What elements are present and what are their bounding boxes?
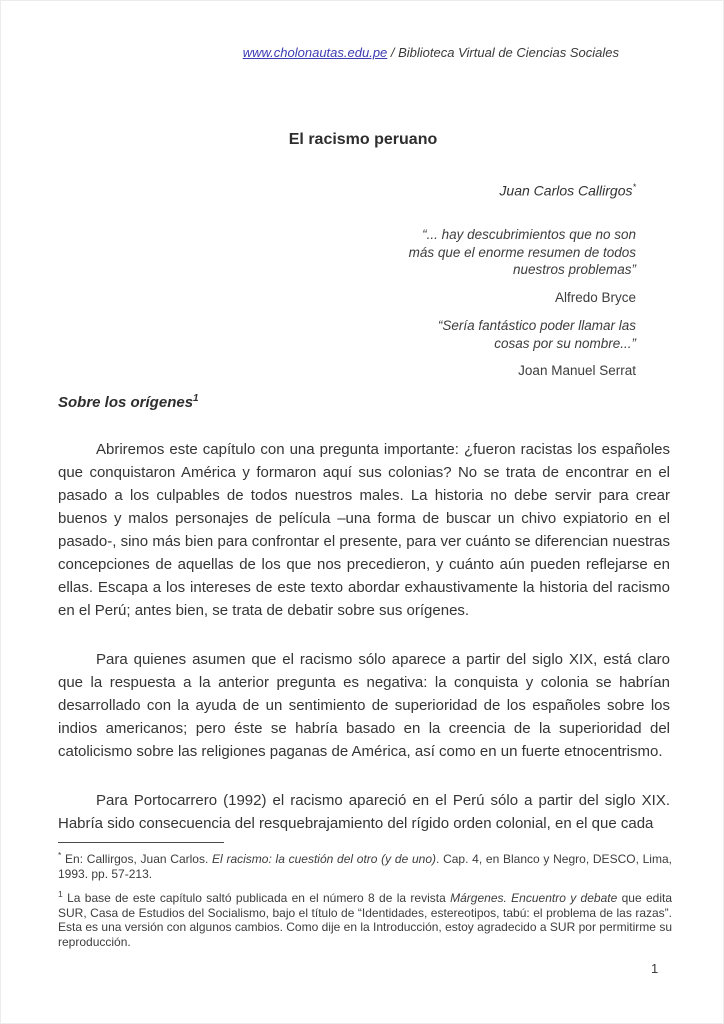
header-suffix: / Biblioteca Virtual de Ciencias Sociales: [387, 45, 619, 60]
author-name: Juan Carlos Callirgos: [499, 182, 633, 199]
header: [58, 45, 619, 60]
paragraph: Abriremos este capítulo con una pregunta importante: ¿fueron racistas los españoles que conquistaron América y formaron aquí sus colonias? No se trata de encontrar en el pasado a los culpables de todos nuestros males. La historia no debe servir para crear buenos y malos personajes de película –una forma de buscar un chivo expiatorio en el pasado-, sino más bien para confrontar el presente, para ver cuánto se diferencian nuestras concepciones de aquellas de los que nos precedieron, y cuánto aún pueden reflejarse en ellas. Escapa a los intereses de este texto abordar exhaustivamente la historia del racismo en el Perú; antes bien, se trata de debatir sobre sus orígenes.: [58, 441, 670, 619]
author: [499, 182, 636, 199]
epigraph-quote-line: nuestros problemas”: [512, 262, 636, 277]
epigraph-quote-line: cosas por su nombre...”: [494, 335, 636, 351]
page-title: El racismo peruano: [288, 131, 438, 148]
footnote-text: que edita SUR, Casa de Estudios del Socialismo, bajo el título de “Identidades, estereotipos, tabú: el problema de las razas”. Esta es una versión con algunos cambios. Como dije en la Introducción, estoy agradecido a SUR por permitirme su reproducción.: [58, 891, 672, 949]
epigraph-attribution: Joan Manuel Serrat: [518, 363, 636, 378]
section-heading-text: Sobre los orígenes: [58, 394, 194, 411]
footnote-italic-title: Márgenes. Encuentro y debate: [450, 891, 618, 906]
footnotes: [58, 848, 672, 956]
footnote-text: . Cap. 4, en Blanco y Negro, DESCO, Lima, 1993. pp. 57-213.: [58, 852, 672, 881]
footnote-mark: *: [58, 850, 62, 860]
footnote-text: En: Callirgos, Juan Carlos.: [61, 852, 213, 866]
footnote-italic-title: El racismo: la cuestión del otro (y de uno): [212, 852, 437, 866]
footnote-text: La base de este capítulo saltó publicada en el número 8 de la revista: [62, 891, 451, 906]
site-link[interactable]: www.cholonautas.edu.pe: [242, 45, 388, 60]
epigraph-attribution: Alfredo Bryce: [554, 289, 636, 305]
epigraph-quote-line: “Sería fantástico poder llamar las: [437, 318, 636, 333]
footnote-one: [58, 887, 672, 949]
section-note-mark: 1: [193, 393, 199, 404]
section-heading: [58, 393, 199, 411]
paragraph: Para quienes asumen que el racismo sólo aparece a partir del siglo XIX, está claro que la respuesta a la anterior pregunta es negativa: la conquista y colonia se habrían desarrollado con la ayuda de un sentimiento de superioridad de los españoles sobre los indios americanos; pero éste se habría basado en la creencia de la superioridad del catolicismo sobre las religiones paganas de América, así como en un fuerte etnocentrismo.: [58, 651, 670, 760]
page-number: 1: [651, 961, 659, 976]
paragraph: Para Portocarrero (1992) el racismo apareció en el Perú sólo a partir del siglo XIX. Habría sido consecuencia del resquebrajamiento del rígido orden colonial, en el que cada: [58, 792, 670, 832]
epigraphs: [409, 226, 636, 391]
epigraph-quote-line: “... hay descubrimientos que no son: [422, 227, 636, 242]
body-text: [58, 438, 670, 861]
epigraph-quote-line: más que el enorme resumen de todos: [408, 244, 636, 260]
footnote-separator: [58, 842, 224, 843]
footnote-star: [58, 848, 672, 881]
footnote-mark: 1: [58, 889, 63, 900]
author-note-mark: *: [632, 182, 636, 192]
